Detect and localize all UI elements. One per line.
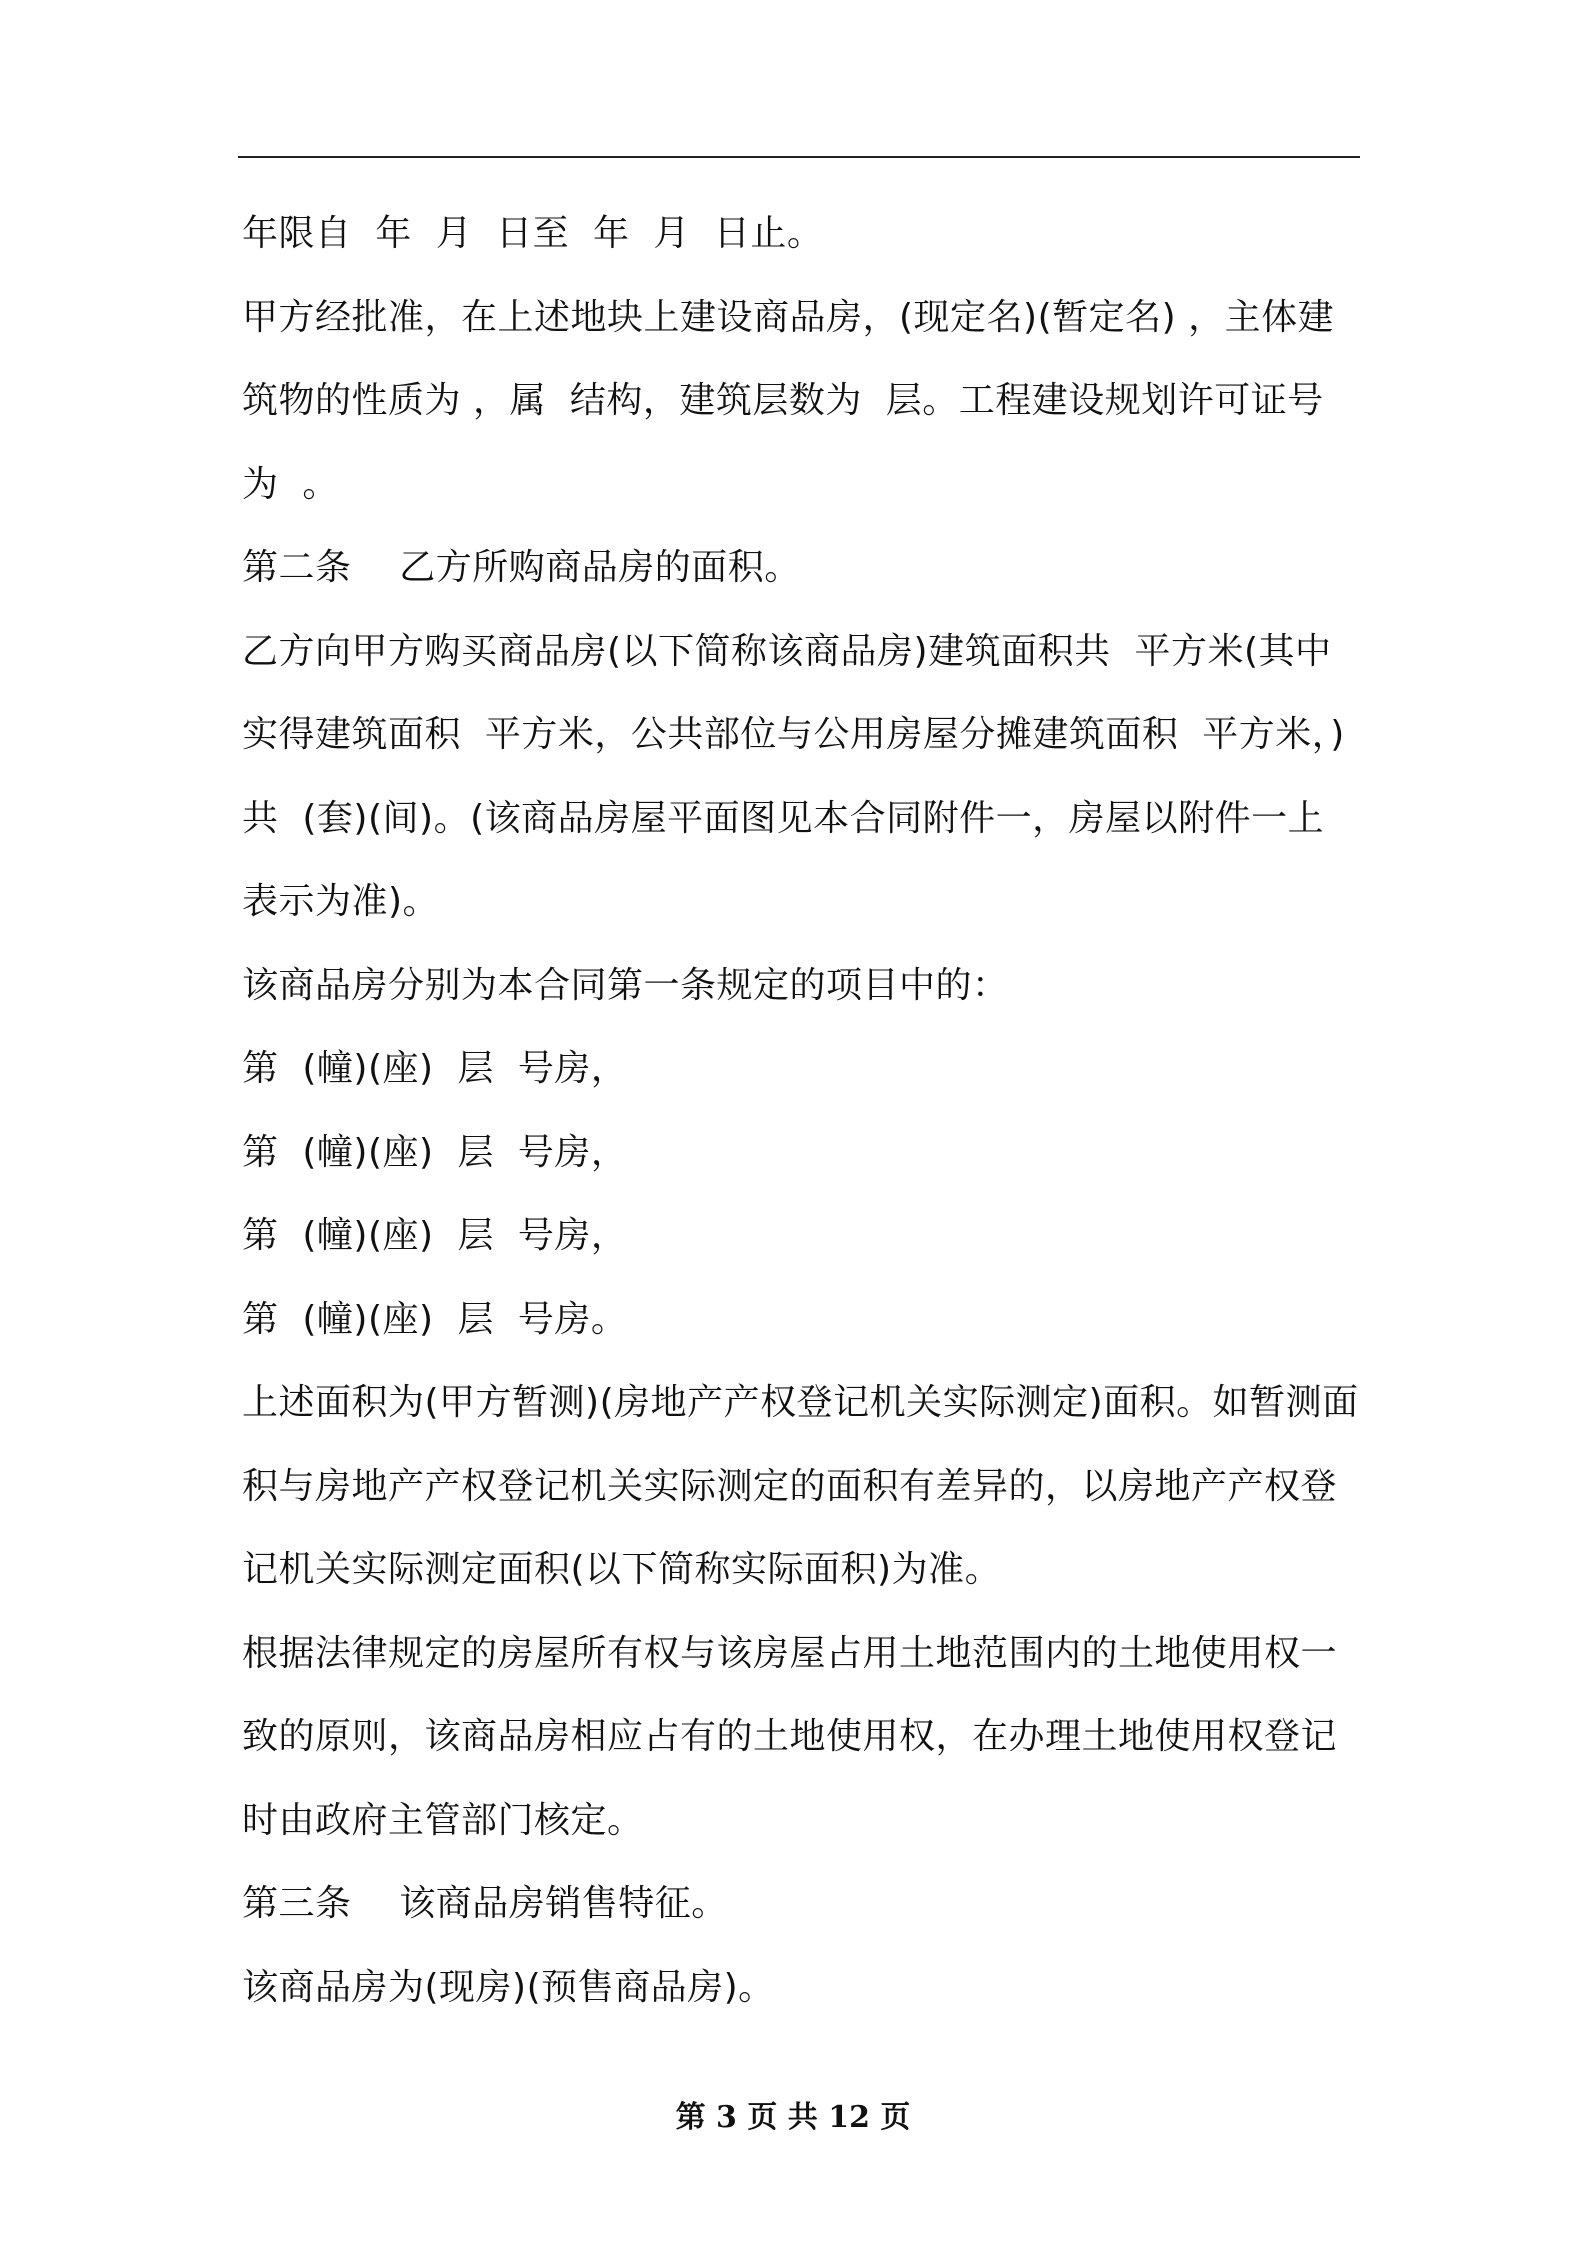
- unit-line-4: 第 (幢)(座) 层 号房。: [242, 1298, 628, 1340]
- document-body: [242, 192, 1360, 2029]
- unit-line-3: 第 (幢)(座) 层 号房，: [242, 1215, 628, 1256]
- paragraph-land-use-right: 根据法律规定的房屋所有权与该房屋占用土地范围内的土地使用权一致的原则，该商品房相应占有的土地使用权，在办理土地使用权登记时由政府主管部门核定。: [242, 1632, 1338, 1841]
- unit-line-1: 第 (幢)(座) 层 号房，: [242, 1048, 628, 1089]
- article-2-heading: 第二条 乙方所购商品房的面积。: [242, 547, 801, 588]
- paragraph-unit-intro: 该商品房分别为本合同第一条规定的项目中的：: [242, 964, 1009, 1006]
- unit-line-2: 第 (幢)(座) 层 号房，: [242, 1131, 628, 1173]
- page-number-footer: 第 3 页 共 12 页: [675, 2100, 911, 2135]
- paragraph-area-purchase: 乙方向甲方购买商品房(以下简称该商品房)建筑面积共 平方米(其中实得建筑面积 平方米，公共部位与公用房屋分摊建筑面积 平方米，)共 (套)(间)。(该商品房屋平面图见本合同附件一，房屋以附件一上表示为准)。: [242, 630, 1345, 922]
- paragraph-area-measurement: 上述面积为(甲方暂测)(房地产产权登记机关实际测定)面积。如暂测面积与房地产产权登记机关实际测定的面积有差异的，以房地产产权登记机关实际测定面积(以下简称实际面积)为准。: [242, 1382, 1359, 1590]
- header-rule: [238, 156, 1360, 158]
- paragraph-term-period: 年限自 年 月 日至 年 月 日止。: [242, 213, 824, 254]
- article-3-heading: 第三条 该商品房销售特征。: [242, 1883, 728, 1924]
- paragraph-building-info: 甲方经批准，在上述地块上建设商品房，(现定名)(暂定名) ，主体建筑物的性质为 ，属 结构，建筑层数为 层。工程建设规划许可证号为 。: [242, 296, 1335, 505]
- paragraph-sale-type: 该商品房为(现房)(预售商品房)。: [242, 1966, 775, 2008]
